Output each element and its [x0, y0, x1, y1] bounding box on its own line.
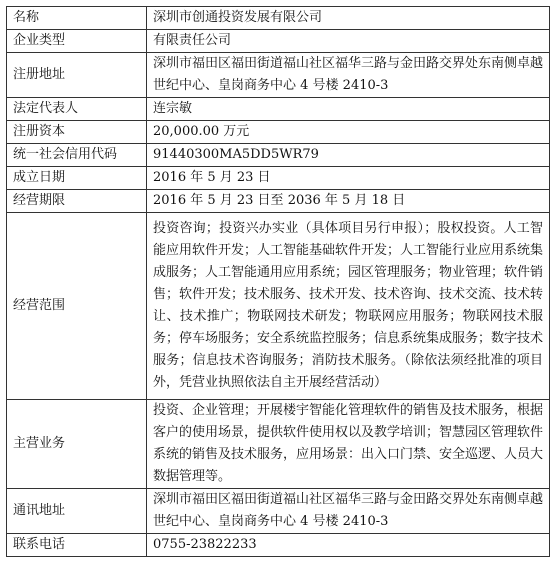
row-value: 有限责任公司: [147, 30, 550, 53]
row-label: 注册资本: [7, 121, 147, 144]
row-label: 通讯地址: [7, 489, 147, 534]
row-label: 主营业务: [7, 400, 147, 489]
row-value: 0755-23822233: [147, 534, 550, 557]
row-label: 经营期限: [7, 190, 147, 213]
row-value: 深圳市福田区福田街道福山社区福华三路与金田路交界处东南侧卓越世纪中心、皇岗商务中心 4 号楼 2410-3: [147, 53, 550, 98]
row-value: 2016 年 5 月 23 日至 2036 年 5 月 18 日: [147, 190, 550, 213]
row-label: 成立日期: [7, 167, 147, 190]
table-row: [7, 53, 550, 98]
row-label: 注册地址: [7, 53, 147, 98]
row-value: 深圳市创通投资发展有限公司: [147, 7, 550, 30]
table-row: [7, 534, 550, 557]
row-label: 联系电话: [7, 534, 147, 557]
table-row: [7, 213, 550, 400]
table-row: [7, 121, 550, 144]
company-info-table: [6, 6, 550, 557]
row-value: 投资咨询；投资兴办实业（具体项目另行申报）；股权投资。人工智能应用软件开发；人工智能基础软件开发；人工智能行业应用系统集成服务；人工智能通用应用系统；园区管理服务；物业管理；软件销售；软件开发；技术服务、技术开发、技术咨询、技术交流、技术转让、技术推广；物联网技术研发；物联网应用服务；物联网技术服务；停车场服务；安全系统监控服务；信息系统集成服务；数字技术服务；信息技术咨询服务；消防技术服务。（除依法须经批准的项目外，凭营业执照依法自主开展经营活动）: [147, 213, 550, 400]
row-value: 2016 年 5 月 23 日: [147, 167, 550, 190]
row-label: 企业类型: [7, 30, 147, 53]
row-value: 深圳市福田区福田街道福山社区福华三路与金田路交界处东南侧卓越世纪中心、皇岗商务中心 4 号楼 2410-3: [147, 489, 550, 534]
row-label: 名称: [7, 7, 147, 30]
table-row: [7, 167, 550, 190]
table-row: [7, 7, 550, 30]
table-row: [7, 190, 550, 213]
row-value: 投资、企业管理；开展楼宇智能化管理软件的销售及技术服务，根据客户的使用场景，提供软件使用权以及教学培训；智慧园区管理软件系统的销售及技术服务，应用场景：出入口门禁、安全巡逻、人员大数据管理等。: [147, 400, 550, 489]
table-row: [7, 98, 550, 121]
row-value: 91440300MA5DD5WR79: [147, 144, 550, 167]
row-label: 经营范围: [7, 213, 147, 400]
table-row: [7, 400, 550, 489]
table-row: [7, 30, 550, 53]
row-label: 统一社会信用代码: [7, 144, 147, 167]
row-value: 连宗敏: [147, 98, 550, 121]
table-row: [7, 144, 550, 167]
row-label: 法定代表人: [7, 98, 147, 121]
table-row: [7, 489, 550, 534]
row-value: 20,000.00 万元: [147, 121, 550, 144]
